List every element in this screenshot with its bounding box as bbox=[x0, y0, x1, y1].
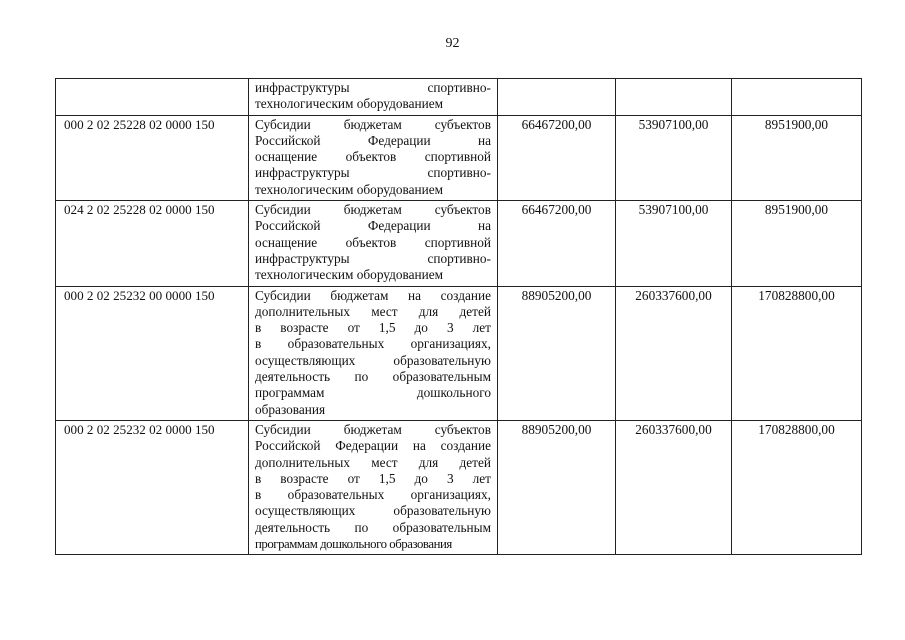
amount-year-1: 88905200,00 bbox=[498, 420, 616, 554]
description-line: технологическим оборудованием bbox=[255, 181, 444, 197]
description-line: Российской Федерации на создание bbox=[255, 438, 491, 454]
table-row bbox=[56, 79, 862, 116]
revenue-description bbox=[249, 115, 498, 200]
amount-year-1: 88905200,00 bbox=[498, 286, 616, 420]
description-line: в образовательных организациях, bbox=[255, 487, 491, 503]
description-line: осуществляющих образовательную bbox=[255, 503, 491, 519]
revenue-description bbox=[249, 79, 498, 116]
amount-year-1: 66467200,00 bbox=[498, 201, 616, 286]
budget-classification-code: 000 2 02 25228 02 0000 150 bbox=[56, 115, 249, 200]
description-line: Субсидии бюджетам на создание bbox=[255, 287, 491, 303]
description-line: инфраструктуры спортивно- bbox=[255, 80, 491, 95]
revenue-description bbox=[249, 420, 498, 554]
description-line: Российской Федерации на bbox=[255, 132, 491, 148]
description-line: в возрасте от 1,5 до 3 лет bbox=[255, 320, 491, 336]
budget-classification-code bbox=[56, 79, 249, 116]
description-line: Субсидии бюджетам субъектов bbox=[255, 202, 491, 218]
description-line: в возрасте от 1,5 до 3 лет bbox=[255, 470, 491, 486]
description-line: технологическим оборудованием bbox=[255, 267, 444, 283]
page-number: 92 bbox=[445, 36, 460, 51]
description-line: программам дошкольного образования bbox=[255, 537, 452, 552]
amount-year-1 bbox=[498, 79, 616, 116]
description-line: дополнительных мест для детей bbox=[255, 454, 491, 470]
description-line: осуществляющих образовательную bbox=[255, 352, 491, 368]
budget-classification-code: 024 2 02 25228 02 0000 150 bbox=[56, 201, 249, 286]
table-row bbox=[56, 201, 862, 286]
description-line: образования bbox=[255, 401, 326, 417]
amount-year-3: 170828800,00 bbox=[732, 286, 862, 420]
description-line: Российской Федерации на bbox=[255, 218, 491, 234]
description-line: инфраструктуры спортивно- bbox=[255, 165, 491, 181]
amount-year-3: 8951900,00 bbox=[732, 201, 862, 286]
amount-year-2: 260337600,00 bbox=[616, 286, 732, 420]
revenue-description bbox=[249, 286, 498, 420]
description-line: дополнительных мест для детей bbox=[255, 303, 491, 319]
revenue-description bbox=[249, 201, 498, 286]
table-row bbox=[56, 115, 862, 200]
description-line: Субсидии бюджетам субъектов bbox=[255, 421, 491, 437]
table-row bbox=[56, 420, 862, 554]
budget-classification-code: 000 2 02 25232 02 0000 150 bbox=[56, 420, 249, 554]
description-line: инфраструктуры спортивно- bbox=[255, 250, 491, 266]
description-line: оснащение объектов спортивной bbox=[255, 234, 491, 250]
amount-year-2 bbox=[616, 79, 732, 116]
amount-year-2: 53907100,00 bbox=[616, 201, 732, 286]
description-line: в образовательных организациях, bbox=[255, 336, 491, 352]
description-line: программам дошкольного bbox=[255, 385, 491, 401]
description-line: технологическим оборудованием bbox=[255, 96, 444, 112]
amount-year-3: 170828800,00 bbox=[732, 420, 862, 554]
amount-year-3 bbox=[732, 79, 862, 116]
amount-year-3: 8951900,00 bbox=[732, 115, 862, 200]
description-line: оснащение объектов спортивной bbox=[255, 149, 491, 165]
table-body bbox=[56, 79, 862, 555]
amount-year-2: 260337600,00 bbox=[616, 420, 732, 554]
budget-revenue-table bbox=[55, 78, 862, 555]
description-line: деятельность по образовательным bbox=[255, 369, 491, 385]
amount-year-1: 66467200,00 bbox=[498, 115, 616, 200]
description-line: деятельность по образовательным bbox=[255, 519, 491, 535]
table-row bbox=[56, 286, 862, 420]
amount-year-2: 53907100,00 bbox=[616, 115, 732, 200]
description-line: Субсидии бюджетам субъектов bbox=[255, 116, 491, 132]
budget-classification-code: 000 2 02 25232 00 0000 150 bbox=[56, 286, 249, 420]
